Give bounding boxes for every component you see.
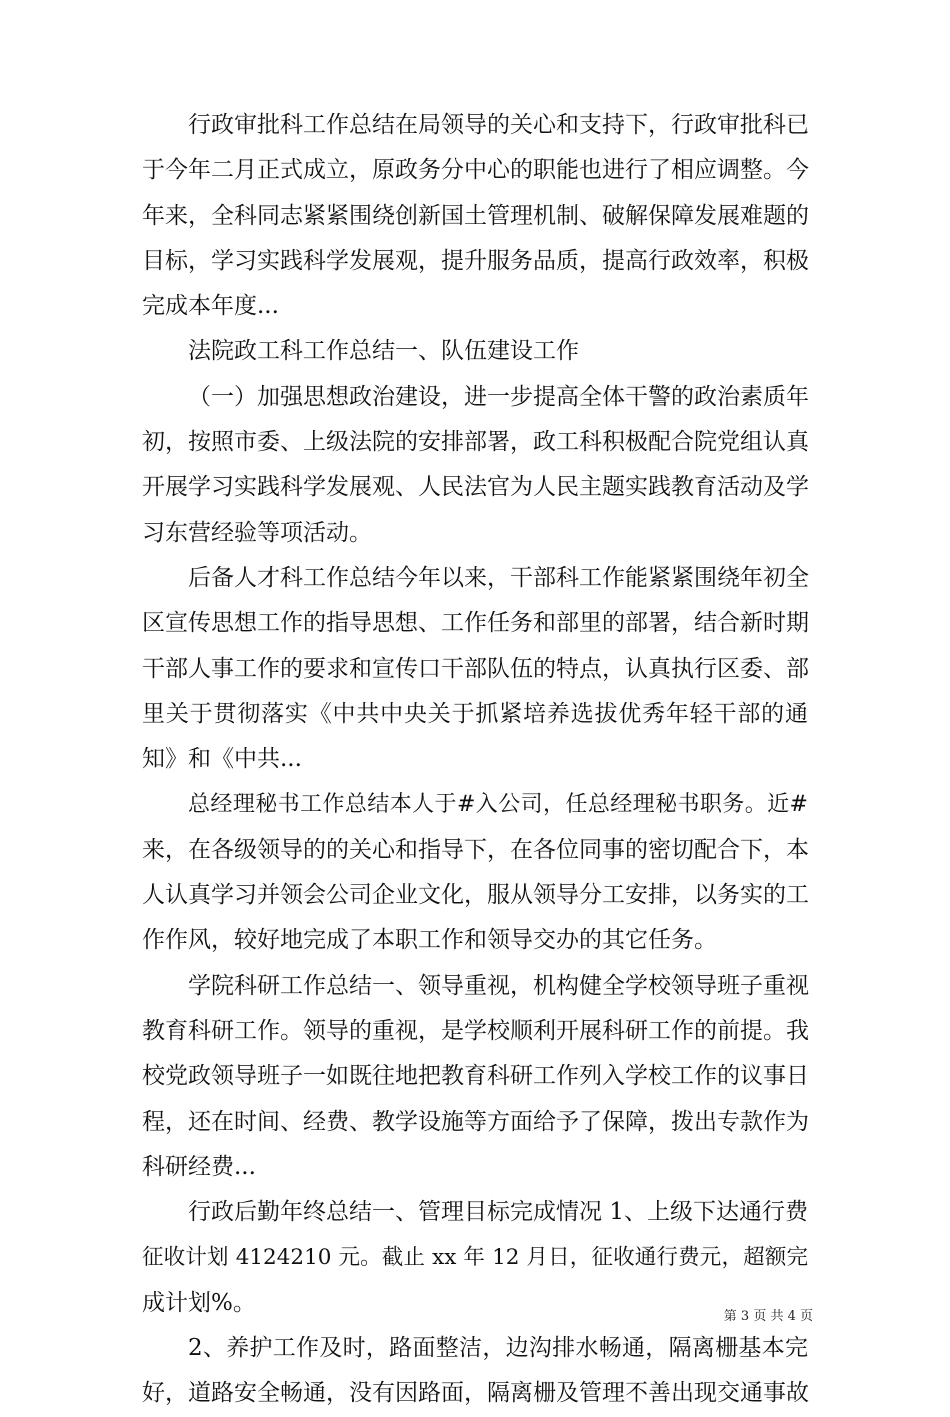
text-line: 学院科研工作总结一、领导重视，机构健全学校领导班子重视	[188, 972, 809, 999]
text-line: 作作风，较好地完成了本职工作和领导交办的其它任务。	[142, 927, 717, 954]
text-line: 总经理秘书工作总结本人于#入公司，任总经理秘书职务。近#	[188, 792, 808, 818]
text-line: 里关于贯彻落实《中共中央关于抓紧培养选拔优秀年轻干部的通	[142, 700, 808, 727]
text-line: 来，在各级领导的的关心和指导下，在各位同事的密切配合下，本	[142, 836, 809, 863]
text-line: 习东营经验等项活动。	[142, 519, 372, 546]
text-line: 目标，学习实践科学发展观，提升服务品质，提高行政效率，积极	[142, 247, 809, 274]
text-line: 后备人才科工作总结今年以来，干部科工作能紧紧围绕年初全	[188, 564, 809, 591]
text-line: 程，还在时间、经费、教学设施等方面给予了保障，拨出专款作为	[142, 1108, 809, 1135]
text-line: 校党政领导班子一如既往地把教育科研工作列入学校工作的议事日	[142, 1063, 809, 1090]
text-line: 知》和《中共...	[142, 746, 302, 773]
text-line: 科研经费...	[142, 1153, 256, 1180]
page-number: 第 3 页 共 4 页	[723, 1309, 813, 1324]
text-line: 完成本年度...	[142, 293, 279, 320]
text-line: 初，按照市委、上级法院的安排部署，政工科积极配合院党组认真	[142, 429, 809, 456]
text-line: 开展学习实践科学发展观、人民法官为人民主题实践教育活动及学	[142, 474, 809, 501]
text-line: 好，道路安全畅通，没有因路面，隔离栅及管理不善出现交通事故	[142, 1380, 809, 1407]
text-line: 2、养护工作及时，路面整洁，边沟排水畅通，隔离栅基本完	[188, 1335, 808, 1362]
text-line: 区宣传思想工作的指导思想、工作任务和部里的部署，结合新时期	[142, 610, 809, 637]
text-line: 行政审批科工作总结在局领导的关心和支持下，行政审批科已	[188, 112, 809, 138]
text-line: 行政后勤年终总结一、管理目标完成情况 1、上级下达通行费	[188, 1199, 808, 1226]
text-line: 教育科研工作。领导的重视，是学校顺利开展科研工作的前提。我	[142, 1017, 809, 1044]
text-line: 干部人事工作的要求和宣传口干部队伍的特点，认真执行区委、部	[142, 655, 809, 682]
text-line: （一）加强思想政治建设，进一步提高全体干警的政治素质年	[188, 383, 809, 410]
document-body	[142, 103, 808, 1417]
text-line: 征收计划 4124210 元。截止 xx 年 12 月日，征收通行费元，超额完	[142, 1245, 808, 1271]
text-line: 法院政工科工作总结一、队伍建设工作	[188, 338, 579, 365]
text-line: 于今年二月正式成立，原政务分中心的职能也进行了相应调整。今	[142, 157, 809, 184]
text-line: 年来，全科同志紧紧围绕创新国土管理机制、破解保障发展难题的	[142, 202, 809, 229]
text-line: 人认真学习并领会公司企业文化，服从领导分工安排，以务实的工	[142, 882, 809, 909]
text-line: 成计划%。	[142, 1289, 256, 1316]
